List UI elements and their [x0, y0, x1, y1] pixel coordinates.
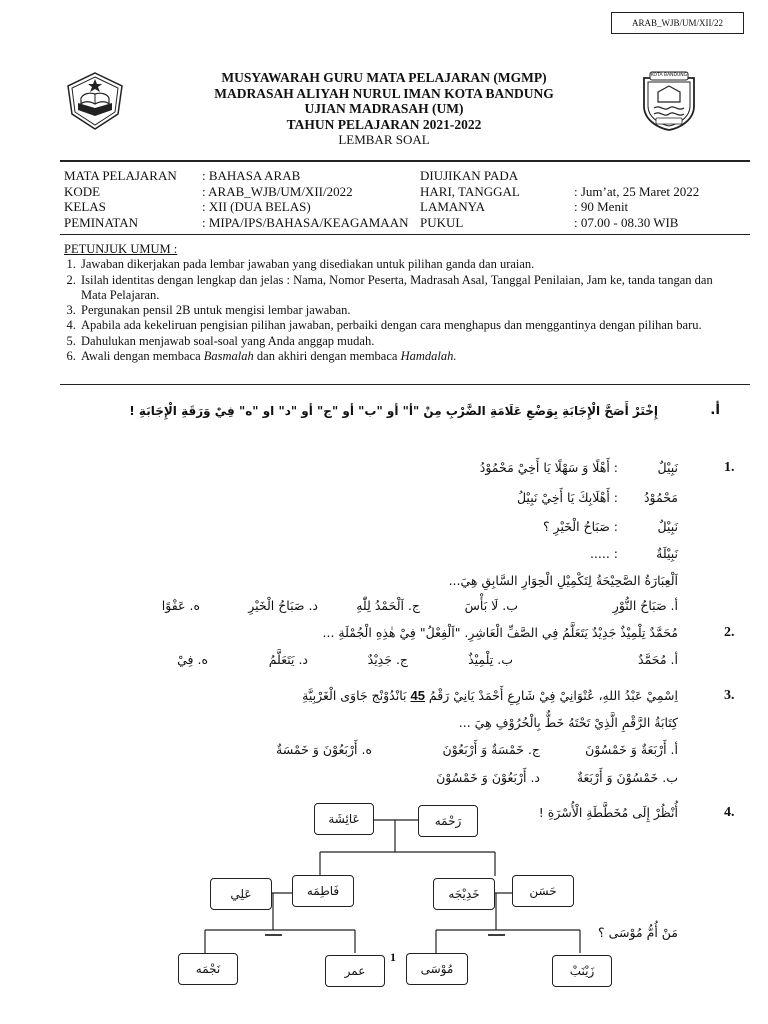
- tree-node-parent: عَلِي: [210, 878, 272, 910]
- tree-node-child: نَجْمَه: [178, 953, 238, 985]
- document-code: ARAB_WJB/UM/XII/22: [611, 12, 744, 34]
- question-number: 3.: [724, 688, 735, 703]
- answer-option[interactable]: د. يَتَعَلَّمُ: [268, 652, 308, 667]
- city-seal-text: KOTA BANDUNG: [650, 73, 688, 78]
- basmalah-text: Basmalah: [203, 349, 254, 364]
- info-value: : XII (DUA BELAS): [202, 199, 311, 214]
- info-label: DIUJIKAN PADA: [420, 168, 519, 183]
- answer-option[interactable]: ب. لَا بَأْسَ: [464, 598, 518, 613]
- instruction-item: 3. Pergunakan pensil 2B untuk mengisi lembar jawaban.: [79, 303, 734, 318]
- instruction-item: 4. Apabila ada kekeliruan pengisian pilihan jawaban, perbaiki dengan cara menghapus dan menggantinya dengan pilihan baru.: [79, 318, 734, 333]
- question-text: مَنْ أُمُّ مُوْسَى ؟: [597, 925, 678, 940]
- answer-option[interactable]: ب. خَمْسُوْنَ وَ أَرْبَعَةٌ: [576, 770, 678, 785]
- tree-node-grandmother: عَائِشَة: [314, 803, 374, 835]
- answer-option[interactable]: ه. عَفْوًا: [161, 598, 200, 613]
- info-label: HARI, TANGGAL: [420, 183, 520, 199]
- answer-option[interactable]: ه. أَرْبَعُوْنَ وَ خَمْسَةٌ: [276, 742, 372, 757]
- header-line-2: MADRASAH ALIYAH NURUL IMAN KOTA BANDUNG: [214, 85, 554, 101]
- question-number: 4.: [724, 805, 735, 820]
- question-text: كِتَابَةُ الرَّقْمِ الَّذِيْ تَحْتَهُ خَطٌّ بِالْحُرُوْفِ هِيَ ...: [458, 715, 678, 730]
- header-line-5: LEMBAR SOAL: [338, 132, 430, 147]
- question-text: اِسْمِيْ عَبْدُ اللهِ، عُنْوَانِيْ فِيْ شَارِعِ أَحْمَدْ يَانِيْ رَقْمُ 45 بَانْدُوْنْج جَاوَى الْغَرْبِيَّةِ: [302, 688, 678, 703]
- tree-node-parent: خَدِيْجَه: [433, 878, 495, 910]
- header-line-1: MUSYAWARAH GURU MATA PELAJARAN (MGMP): [221, 70, 547, 85]
- info-label: KELAS: [64, 199, 106, 214]
- info-value: : 90 Menit: [574, 199, 629, 214]
- info-value: : MIPA/IPS/BAHASA/KEAGAMAAN: [202, 214, 409, 230]
- tree-node-parent: فَاطِمَه: [292, 875, 354, 907]
- answer-option[interactable]: د. أَرْبَعُوْنَ وَ خَمْسُوْنَ: [436, 770, 540, 785]
- instruction-item: 1. Jawaban dikerjakan pada lembar jawaban yang disediakan untuk pilihan ganda dan uraian.: [79, 257, 734, 272]
- answer-option[interactable]: ج. اَلْحَمْدُ لِلّٰهِ: [356, 598, 420, 613]
- question-number: 2.: [724, 625, 735, 640]
- answer-option[interactable]: ب. تِلْمِيْذٌ: [468, 652, 513, 667]
- info-label: PEMINATAN: [64, 214, 139, 230]
- page-number: 1: [390, 950, 396, 964]
- header-line-3: UJIAN MADRASAH (UM): [304, 101, 464, 116]
- info-label: KODE: [64, 183, 101, 199]
- answer-option[interactable]: د. صَبَاحُ الْخَيْرِ: [248, 598, 318, 613]
- instruction-item: 5. Dahulukan menjawab soal-soal yang Anda anggap mudah.: [79, 334, 734, 349]
- question-number: 1.: [724, 460, 735, 475]
- header-line-4: TAHUN PELAJARAN 2021-2022: [286, 116, 482, 132]
- answer-option[interactable]: ج. جَدِيْدٌ: [367, 652, 408, 667]
- tree-node-child: مُوْسَى: [406, 953, 468, 985]
- info-value: : ARAB_WJB/UM/XII/2022: [202, 183, 353, 199]
- dialog-speaker: نَبِيْلٌ: [657, 460, 678, 475]
- tree-node-child: زَيْنَبْ: [552, 955, 612, 987]
- info-value: : BAHASA ARAB: [202, 168, 301, 183]
- dialog-speaker: نَبِيْلَةٌ: [656, 546, 678, 561]
- answer-option[interactable]: أ. صَبَاحُ النُّوْرِ: [612, 598, 678, 613]
- dialog-line: : صَبَاحُ الْخَيْرِ ؟: [542, 519, 618, 534]
- answer-option[interactable]: ج. خَمْسَةٌ وَ أَرْبَعُوْنَ: [442, 742, 540, 757]
- dialog-line: : أَهْلًا وَ سَهْلًا يَا أَخِيْ مَحْمُوْدُ: [479, 460, 618, 475]
- hamdalah-text: Hamdalah.: [400, 349, 457, 364]
- dialog-line: : أَهْلَابِكَ يَا أَخِيْ نَبِيْلُ: [516, 490, 618, 505]
- answer-option[interactable]: أ. أَرْبَعَةٌ وَ خَمْسُوْنَ: [585, 742, 678, 757]
- answer-option[interactable]: أ. مُحَمَّدٌ: [638, 652, 678, 667]
- instructions-title: PETUNJUK UMUM :: [64, 242, 178, 256]
- instruction-item: 2. Isilah identitas dengan lengkap dan jelas : Nama, Nomor Peserta, Madrasah Asal, Tanggal Penilaian, Jam ke, tanda tangan dan Mata Pelajaran.: [79, 273, 734, 304]
- underlined-number: 45: [410, 688, 425, 703]
- tree-node-child: عمر: [325, 955, 385, 987]
- question-text: اَلْعِبَارَةُ الصَّحِيْحَةُ لِتَكْمِيْلِ الْحِوَارِ السَّابِقِ هِيَ...: [448, 573, 678, 588]
- info-label: LAMANYA: [420, 199, 485, 214]
- question-text: أُنْظُرْ إِلَى مُخَطَّطَةِ الْأُسْرَةِ !: [538, 805, 678, 820]
- dialog-speaker: نَبِيْلٌ: [657, 519, 678, 534]
- section-instruction: إِخْتَرْ أَصَحَّ الْإِجَابَةِ بِوَضْعِ عَلَامَةِ الضَّرْبِ مِنْ "أ" أو "ب" أو "ج" أو "د" او "ه" فِيْ وَرَقَةِ الْإِجَابَةِ !: [129, 404, 658, 418]
- question-text: مُحَمَّدٌ تِلْمِيْذٌ جَدِيْدٌ يَتَعَلَّمُ فِي الصَّفِّ الْعَاشِرِ. "اَلْفِعْلُ" فِيْ هٰذِهِ الْجُمْلَةِ ...: [322, 625, 678, 640]
- info-value: : Jum’at, 25 Maret 2022: [574, 183, 700, 199]
- instruction-item: 6. Awali dengan membaca Basmalah dan akhiri dengan membaca Hamdalah.: [79, 349, 734, 364]
- answer-option[interactable]: ه. فِيْ: [177, 652, 208, 667]
- info-value: : 07.00 - 08.30 WIB: [574, 214, 679, 230]
- dialog-line: : .....: [589, 546, 618, 561]
- tree-node-grandfather: رَحْمَه: [418, 805, 478, 837]
- section-letter: أ.: [710, 402, 720, 418]
- tree-node-parent: حَسَن: [512, 875, 574, 907]
- info-label: PUKUL: [420, 214, 464, 230]
- info-label: MATA PELAJARAN: [64, 168, 177, 183]
- dialog-speaker: مَحْمُوْدُ: [643, 490, 678, 505]
